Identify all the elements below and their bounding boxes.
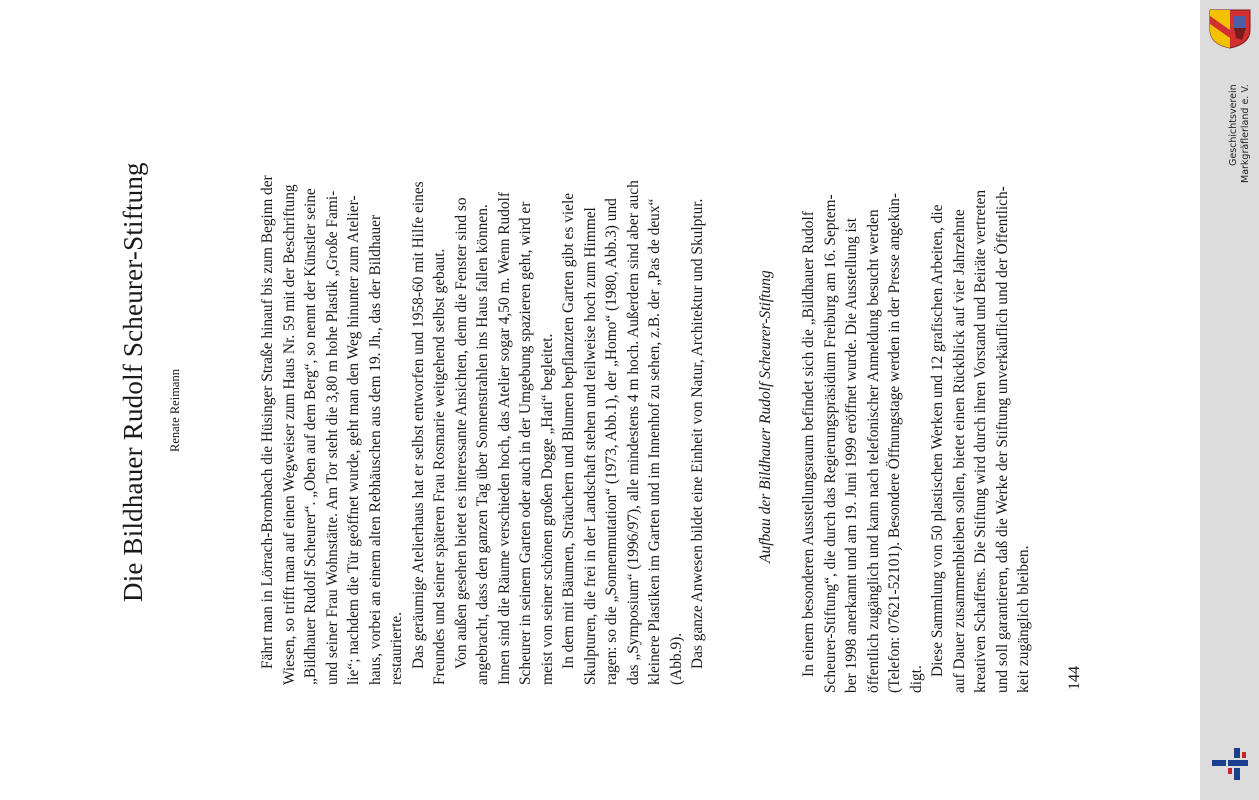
viewer-sidebar bbox=[1200, 0, 1259, 800]
text-line: Von außen gesehen bietet es interessante Ansichten, denn die Fenster sind so bbox=[452, 197, 470, 669]
coat-of-arms-icon bbox=[1206, 6, 1254, 50]
article-author: Renate Reimann bbox=[168, 369, 182, 452]
text-line: Wiesen, so trifft man auf einen Wegweiser zum Haus Nr. 59 mit der Beschriftung bbox=[280, 184, 298, 685]
page-number: 144 bbox=[1066, 666, 1083, 690]
text-line: Scheurer in seinem Garten oder auch in der Umgebung spazieren geht, wird er bbox=[517, 201, 534, 685]
university-library-logo-icon bbox=[1210, 746, 1250, 782]
text-line: ragen: so die „Sonnenmutation“ (1973, Abb.1), der „Homo“ (1980, Abb.3) und bbox=[603, 198, 620, 685]
text-line: kleinere Plastiken im Garten und im Innenhof zu sehen, z.B. der „Pas de deux“ bbox=[646, 198, 663, 685]
society-region: Markgräflerland e. V. bbox=[1240, 84, 1251, 183]
society-label bbox=[1228, 84, 1252, 183]
text-line: In einem besonderen Ausstellungsraum befindet sich die „Bildhauer Rudolf bbox=[800, 211, 817, 677]
text-line: keit zugänglich bleiben. bbox=[1015, 545, 1032, 693]
text-line: Das ganze Anwesen bildet eine Einheit von Natur, Architektur und Skulptur. bbox=[689, 198, 706, 669]
text-line: In dem mit Bäumen, Sträuchern und Blumen bepflanzten Garten gibt es viele bbox=[560, 192, 577, 669]
text-line: meist von seiner schönen großen Dogge „Hati“ begleitet. bbox=[538, 333, 556, 685]
text-line: Fährt man in Lörrach-Brombach die Hüsinger Straße hinauf bis zum Beginn der bbox=[259, 175, 276, 669]
text-line: (Telefon: 07621-52101). Besondere Öffnungstage werden in der Presse angekün- bbox=[886, 193, 903, 693]
body-column-1 bbox=[257, 175, 709, 685]
text-line: Innen sind die Räume verschieden hoch, das Atelier sogar 4,50 m. Wenn Rudolf bbox=[495, 191, 513, 685]
text-line: Freundes und seiner späteren Frau Rosmarie weitgehend selbst gebaut. bbox=[431, 248, 448, 685]
text-line: ber 1998 anerkannt und am 19. Juni 1999 eröffnet wurde. Die Ausstellung ist bbox=[843, 217, 860, 693]
text-line: auf Dauer zusammenbleiben sollen, bietet einen Rückblick auf vier Jahrzehnte bbox=[950, 209, 968, 693]
text-line: Scheurer-Stiftung“, die durch das Regierungspräsidium Freiburg am 16. Septem- bbox=[821, 194, 839, 693]
text-line: „Bildhauer Rudolf Scheurer“. „Oben auf dem Berg“, so nennt der Künstler seine bbox=[302, 188, 319, 685]
section-heading: Aufbau der Bildhauer Rudolf Scheurer-Stiftung bbox=[757, 270, 774, 563]
text-line: lie“; nachdem die Tür geöffnet wurde, geht man den Weg hinunter zum Atelier- bbox=[345, 195, 362, 685]
society-name: Geschichtsverein bbox=[1228, 84, 1239, 166]
text-line: (Abb.9). bbox=[667, 632, 685, 685]
text-line: öffentlich zugänglich und kann nach telefonischer Anmeldung besucht werden bbox=[864, 209, 882, 693]
article-title: Die Bildhauer Rudolf Scheurer-Stiftung bbox=[118, 162, 148, 602]
text-line: Das geräumige Atelierhaus hat er selbst entworfen und 1958-60 mit Hilfe eines bbox=[409, 181, 427, 669]
text-line: Skulpturen, die frei in der Landschaft stehen und teilweise hoch zum Himmel bbox=[581, 207, 599, 685]
text-line: Diese Sammlung von 50 plastischen Werken und 12 grafischen Arbeiten, die bbox=[929, 204, 946, 677]
text-line: das „Symposium“ (1996/97), alle mindestens 4 m hoch. Außerdem sind aber auch bbox=[624, 180, 642, 685]
text-line: angebracht, dass den ganzen Tag über Sonnenstrahlen ins Haus fallen können. bbox=[474, 204, 491, 685]
text-line: digt. bbox=[907, 665, 925, 693]
text-line: und soll garantieren, daß die Werke der Stiftung unverkäuflich und der Öffentlich- bbox=[993, 186, 1011, 693]
text-line: und seiner Frau Wohnstätte. Am Tor steht die 3,80 m hohe Plastik „Große Fami- bbox=[323, 190, 341, 685]
text-line: restaurierte. bbox=[388, 611, 405, 685]
text-line: haus, vorbei an einem alten Rebhäuschen aus dem 19. Jh., das der Bildhauer bbox=[366, 214, 384, 685]
body-column-2 bbox=[798, 186, 1035, 693]
text-line: kreativen Schaffens. Die Stiftung wird durch ihren Vorstand und Beiräte vertreten bbox=[972, 189, 989, 693]
